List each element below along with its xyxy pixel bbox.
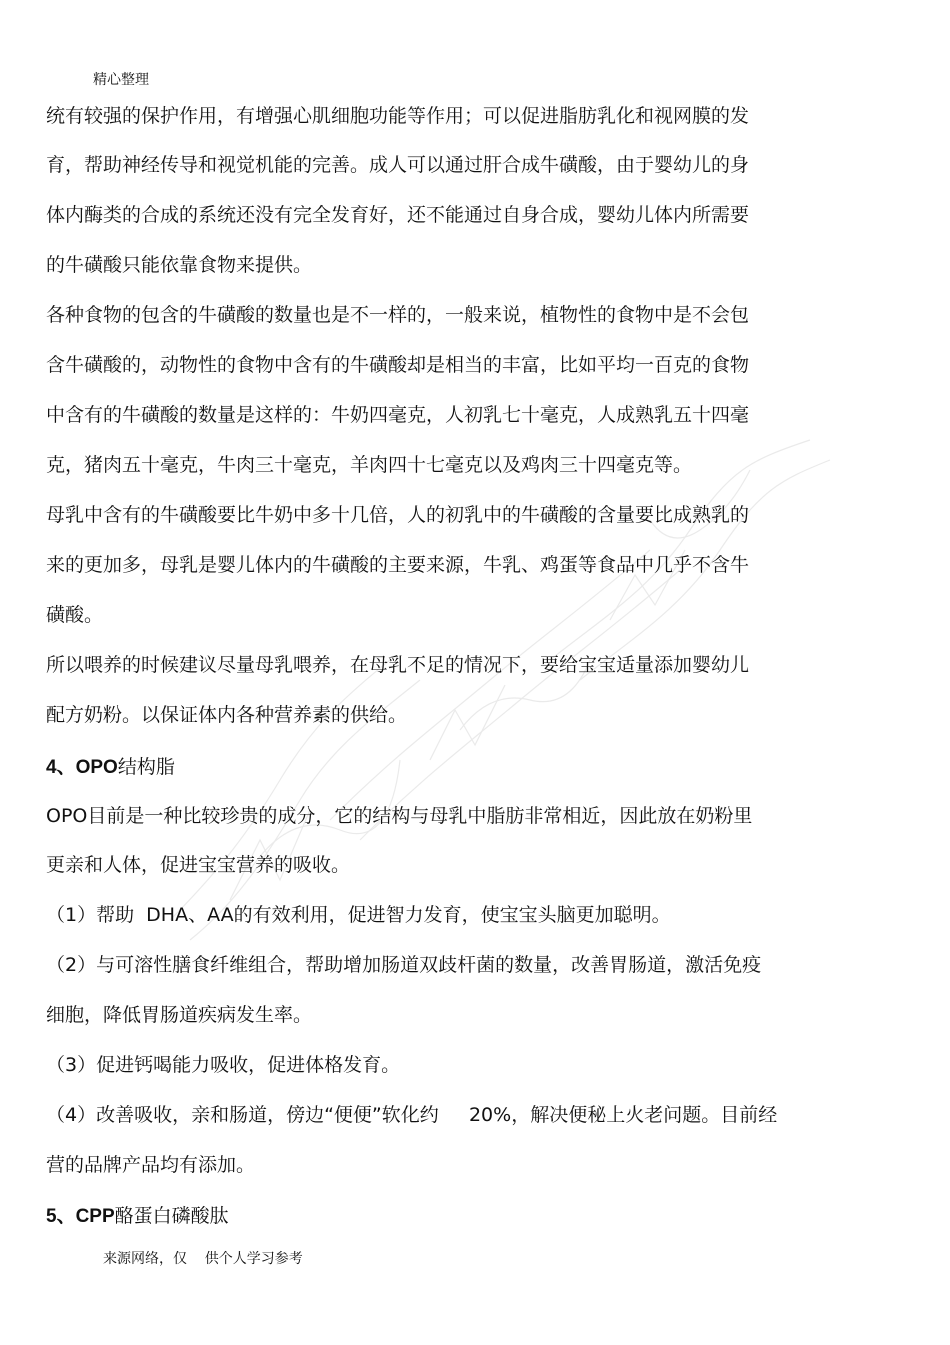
list-item: （3）促进钙喝能力吸收，促进体格发育。	[46, 1054, 401, 1076]
text-line: 含牛磺酸的，动物性的食物中含有的牛磺酸却是相当的丰富，比如平均一百克的食物	[46, 354, 750, 376]
section-heading-5	[46, 1202, 229, 1231]
page-footer: 来源网络，仅 供个人学习参考	[103, 1251, 303, 1267]
text-line: 母乳中含有的牛磺酸要比牛奶中多十几倍，人的初乳中的牛磺酸的含量要比成熟乳的	[46, 504, 750, 526]
text-line: 来的更加多，母乳是婴儿体内的牛磺酸的主要来源，牛乳、鸡蛋等食品中几乎不含牛	[46, 554, 750, 576]
text-line: 更亲和人体，促进宝宝营养的吸收。	[46, 854, 351, 876]
text-line: 各种食物的包含的牛磺酸的数量也是不一样的，一般来说，植物性的食物中是不会包	[46, 304, 750, 326]
section-title: 酪蛋白磷酸肽	[114, 1205, 229, 1227]
text-line: 统有较强的保护作用，有增强心肌细胞功能等作用；可以促进脂肪乳化和视网膜的发	[46, 105, 750, 127]
text-line: OPO目前是一种比较珍贵的成分，它的结构与母乳中脂肪非常相近，因此放在奶粉里	[46, 805, 753, 827]
text-line: 克，猪肉五十毫克，牛肉三十毫克，羊肉四十七毫克以及鸡肉三十四毫克等。	[46, 454, 693, 476]
text-line: 所以喂养的时候建议尽量母乳喂养，在母乳不足的情况下，要给宝宝适量添加婴幼儿	[46, 654, 750, 676]
text-line: 配方奶粉。以保证体内各种营养素的供给。	[46, 704, 408, 726]
text-line: 细胞，降低胃肠道疾病发生率。	[46, 1004, 313, 1026]
text-line: 中含有的牛磺酸的数量是这样的：牛奶四毫克，人初乳七十毫克，人成熟乳五十四毫	[46, 404, 750, 426]
section-number: 4、OPO	[46, 757, 118, 778]
list-item: （4）改善吸收，亲和肠道，傍边“便便”软化约 20%，解决便秘上火老问题。目前经	[46, 1104, 778, 1126]
list-item: （1）帮助 DHA、AA的有效利用，促进智力发育，使宝宝头脑更加聪明。	[46, 904, 671, 926]
text-line: 营的品牌产品均有添加。	[46, 1154, 256, 1176]
text-line: 育，帮助神经传导和视觉机能的完善。成人可以通过肝合成牛磺酸，由于婴幼儿的身	[46, 154, 750, 176]
text-line: 的牛磺酸只能依靠食物来提供。	[46, 254, 313, 276]
page-header: 精心整理	[93, 72, 149, 88]
text-line: 体内酶类的合成的系统还没有完全发育好，还不能通过自身合成，婴幼儿体内所需要	[46, 204, 750, 226]
section-title: 结构脂	[117, 756, 175, 778]
section-number: 5、CPP	[46, 1206, 115, 1227]
text-line: 磺酸。	[46, 604, 104, 626]
section-heading-4	[46, 753, 175, 782]
list-item: （2）与可溶性膳食纤维组合，帮助增加肠道双歧杆菌的数量，改善胃肠道，激活免疫	[46, 954, 762, 976]
